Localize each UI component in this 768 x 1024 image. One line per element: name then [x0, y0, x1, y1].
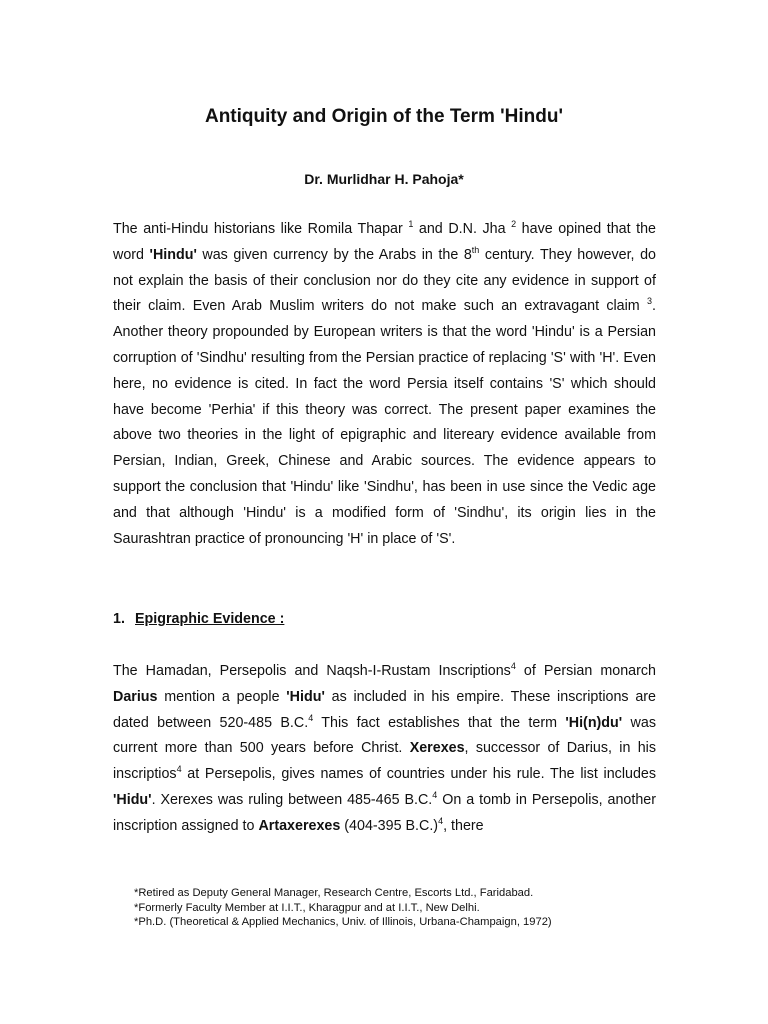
text-run: mention a people: [157, 688, 287, 705]
footnote-ref: 4: [510, 661, 516, 671]
footnote-ref: 1: [408, 219, 414, 229]
section-heading: [113, 609, 284, 629]
footnote-ref: 4: [176, 764, 182, 775]
footnotes: [134, 886, 552, 930]
text-run: was given currency by the Arabs in the 8: [196, 246, 472, 263]
text-run: (404-395 B.C.): [340, 817, 439, 834]
epigraphic-paragraph: [113, 659, 656, 840]
text-run: The anti-Hindu historians like Romila Thapar: [113, 221, 409, 237]
bold-term: 'Hidu': [286, 688, 325, 705]
bold-term: 'Hi(n)du': [565, 714, 623, 731]
text-run: century. They however, do not explain the basis of their conclusion nor do they cite any evidence in support of their claim. Even Arab Muslim writers do not make such an extravagant claim: [113, 246, 656, 315]
bold-term: Darius: [113, 688, 158, 705]
paper-title: Antiquity and Origin of the Term 'Hindu': [204, 106, 564, 127]
text-run: . Another theory propounded by European writers is that the word 'Hindu' is a Persian corruption of 'Sindhu' resulting from the Persian practice of replacing 'S' with 'H'. Even here, no evidence is cited. In fact the word Persia itself contains 'S' which should have become 'Perhia' if this theory was correct. The present paper examines the above two theories in the light of epigraphic and litereary evidence available from Persian, Indian, Greek, Chinese and Arabic sources. The evidence appears to support the conclusion that 'Hindu' like 'Sindhu', has been in use since the Vedic age and that although 'Hindu' is a modified form of 'Sindhu', its origin lies in the Saurashtran practice of pronouncing 'H' in place of 'S'.: [113, 298, 656, 547]
section-title: Epigraphic Evidence :: [135, 611, 285, 627]
ordinal-suffix: th: [471, 244, 480, 255]
text-run: at Persepolis, gives names of countries under his rule. The list includes: [181, 766, 656, 783]
text-run: The Hamadan, Persepolis and Naqsh-I-Rustam Inscriptions: [113, 663, 511, 679]
footnote-ref: 2: [511, 219, 517, 229]
bold-term: Xerexes: [409, 740, 465, 757]
text-run: and D.N. Jha: [413, 221, 512, 237]
footnote-ref: 3: [647, 296, 653, 307]
text-run: as included in his empire. These inscriptions are dated between 520-485 B.C.: [113, 688, 656, 731]
text-run: , there: [443, 817, 484, 834]
bold-term: 'Hindu': [149, 246, 197, 263]
footnote-ref: 4: [308, 712, 314, 723]
text-run: This fact establishes that the term: [313, 714, 566, 731]
text-run: have opined that the word: [113, 221, 657, 263]
footnote-ref: 4: [432, 789, 438, 800]
text-run: , successor of Darius, in his inscriptios: [113, 740, 657, 783]
text-run: . Xerexes was ruling between 485-465 B.C.: [151, 791, 433, 808]
author-name: Dr. Murlidhar H. Pahoja*: [304, 171, 464, 187]
footnote-ref: 4: [438, 815, 444, 826]
section-number: 1.: [113, 611, 125, 627]
bold-term: Artaxerexes: [258, 817, 341, 834]
text-run: was current more than 500 years before Christ.: [113, 714, 656, 757]
footnote-line: *Retired as Deputy General Manager, Research Centre, Escorts Ltd., Faridabad.: [134, 887, 534, 899]
footnote-line: *Ph.D. (Theoretical & Applied Mechanics, Univ. of Illinois, Urbana-Champaign, 1972): [134, 916, 552, 928]
intro-paragraph: [113, 217, 656, 552]
footnote-line: *Formerly Faculty Member at I.I.T., Kharagpur and at I.I.T., New Delhi.: [134, 901, 480, 914]
text-run: On a tomb in Persepolis, another inscription assigned to: [113, 791, 656, 834]
bold-term: 'Hidu': [113, 791, 152, 808]
text-run: of Persian monarch: [515, 663, 656, 679]
